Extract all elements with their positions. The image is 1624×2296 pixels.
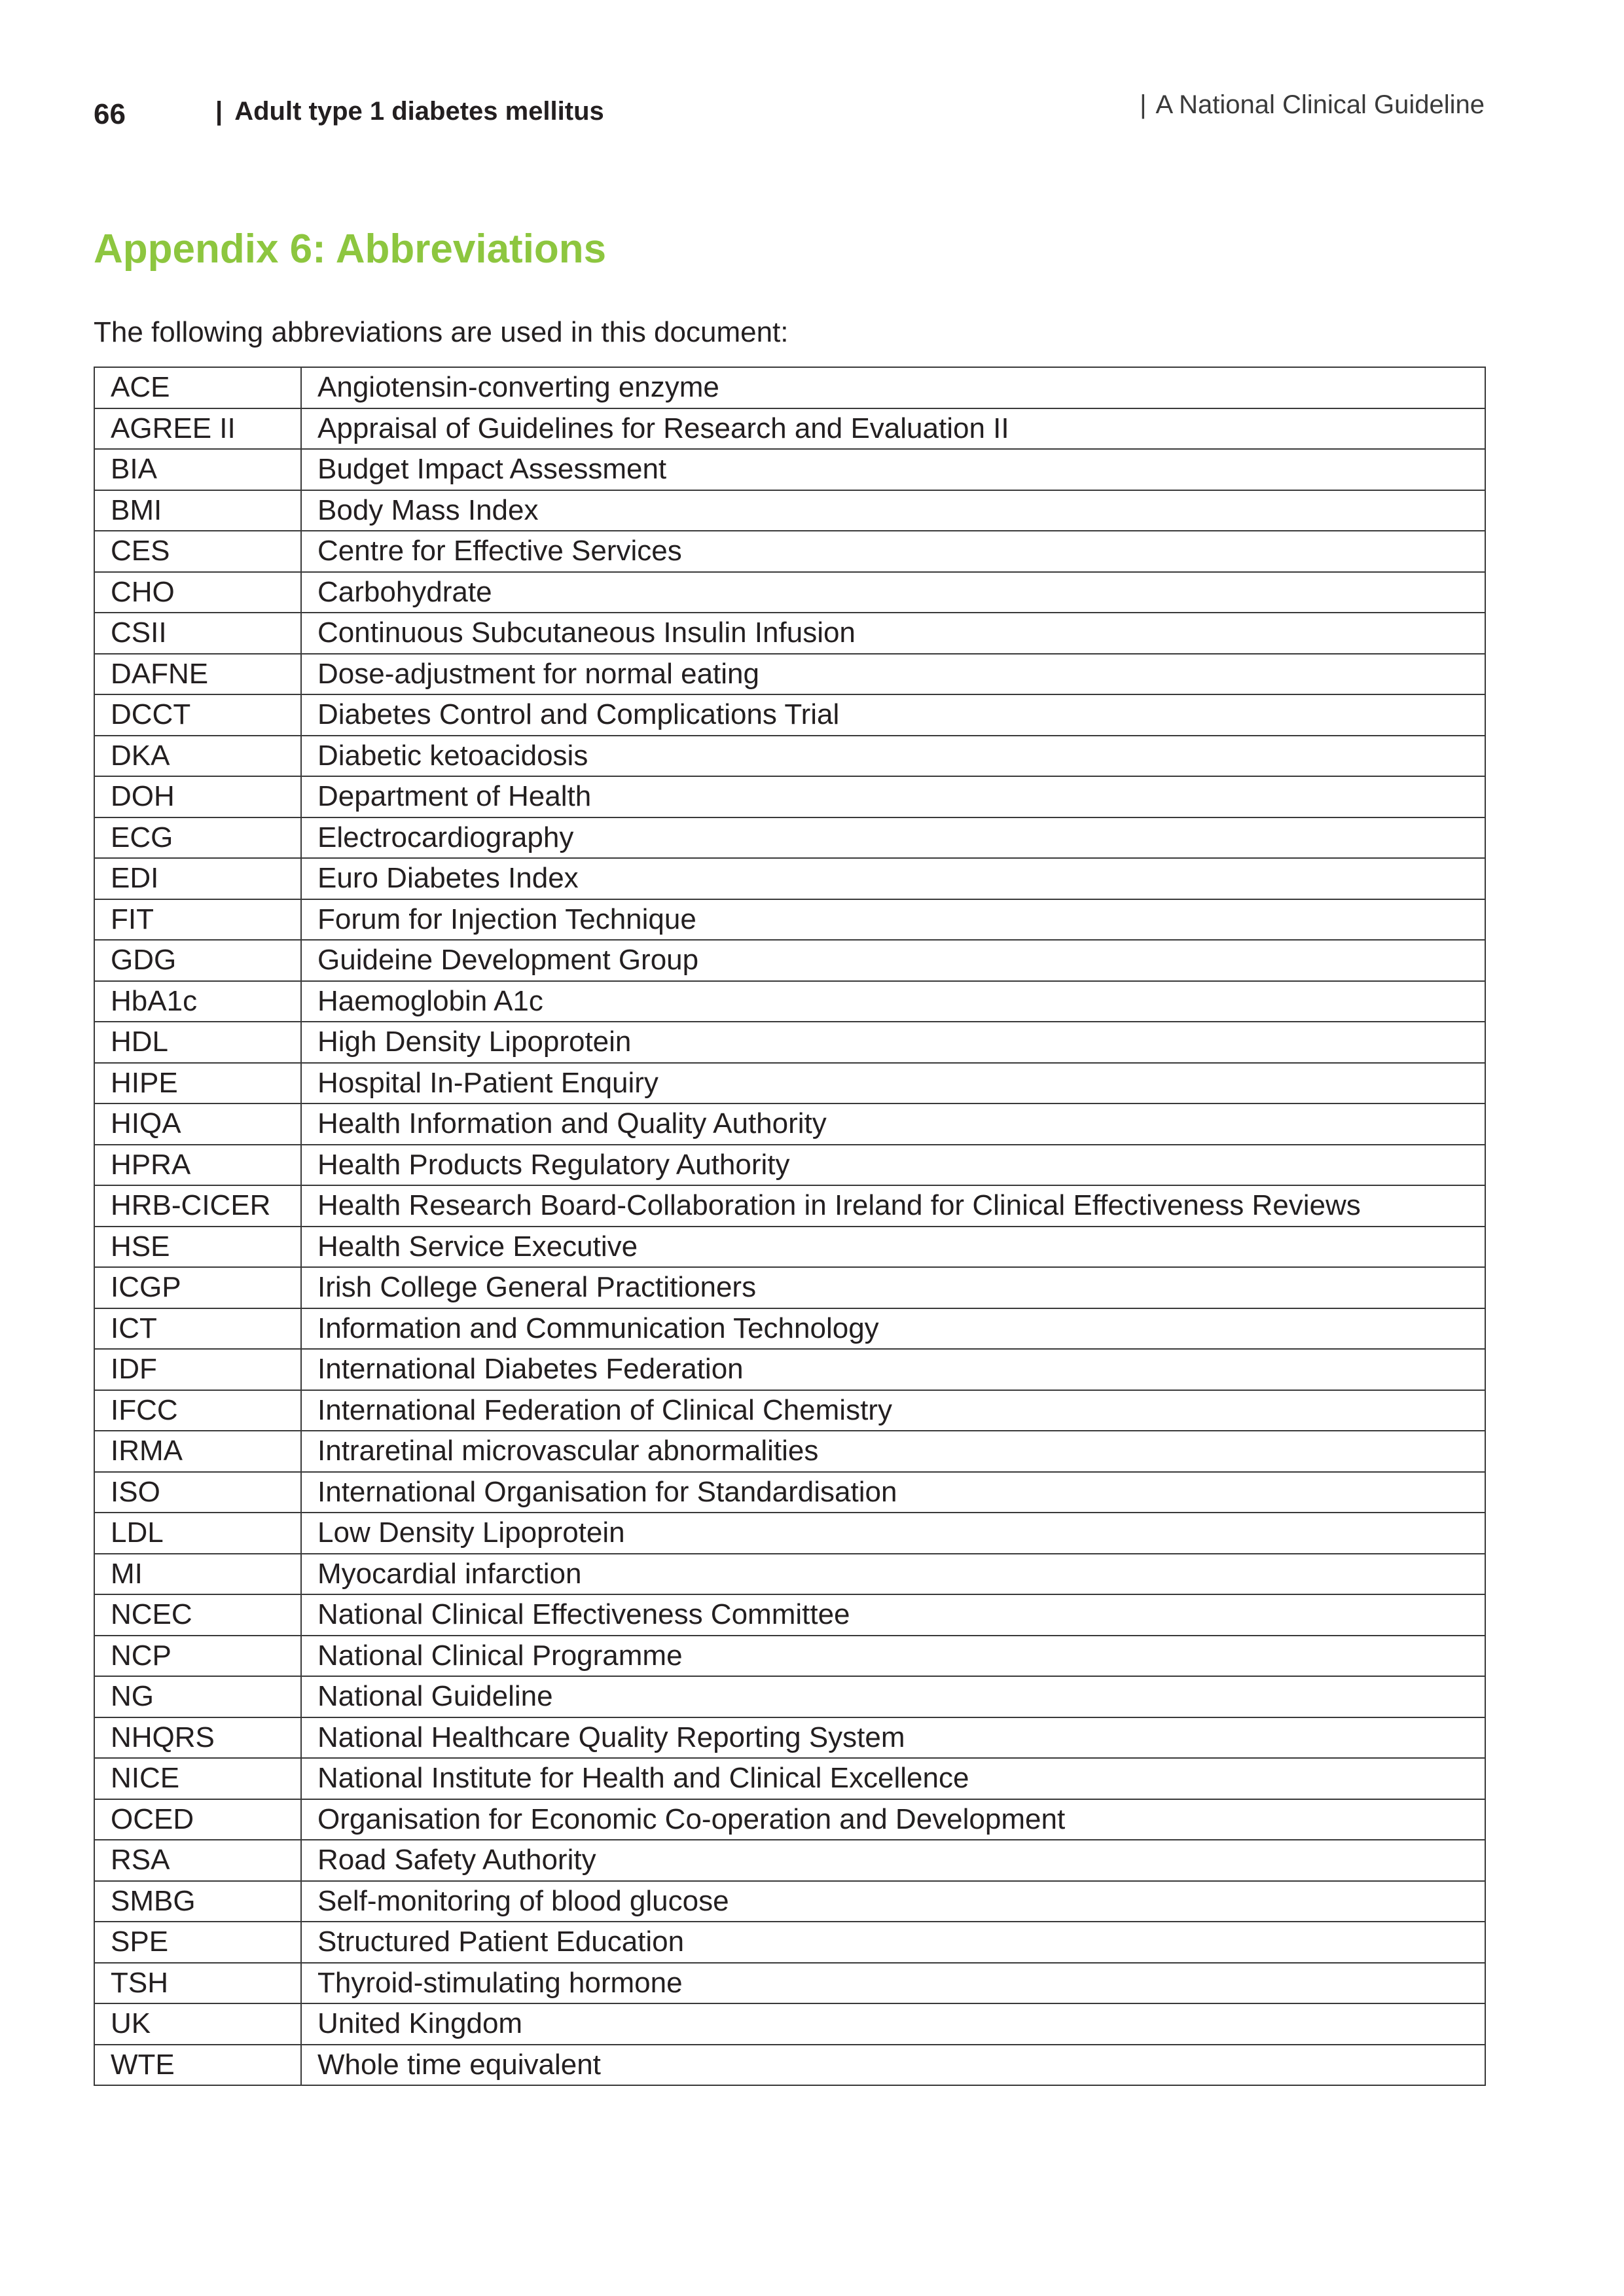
abbreviation-cell: SPE: [94, 1922, 301, 1963]
table-row: [94, 981, 1485, 1022]
table-row: [94, 1881, 1485, 1922]
abbreviation-cell: HbA1c: [94, 981, 301, 1022]
table-row: [94, 1513, 1485, 1554]
abbreviation-cell: BIA: [94, 449, 301, 490]
table-row: [94, 490, 1485, 531]
table-row: [94, 1390, 1485, 1431]
meaning-cell: Diabetic ketoacidosis: [301, 736, 1485, 777]
abbreviation-cell: NHQRS: [94, 1717, 301, 1759]
table-row: [94, 1227, 1485, 1268]
document-title: [215, 97, 604, 126]
table-row: [94, 1185, 1485, 1227]
meaning-cell: National Clinical Effectiveness Committee: [301, 1594, 1485, 1636]
abbreviation-cell: IFCC: [94, 1390, 301, 1431]
meaning-cell: Structured Patient Education: [301, 1922, 1485, 1963]
abbreviation-cell: FIT: [94, 899, 301, 941]
table-row: [94, 1431, 1485, 1472]
meaning-cell: Appraisal of Guidelines for Research and Evaluation II: [301, 408, 1485, 450]
meaning-cell: International Federation of Clinical Chemistry: [301, 1390, 1485, 1431]
meaning-cell: National Guideline: [301, 1676, 1485, 1717]
meaning-cell: Organisation for Economic Co-operation and Development: [301, 1799, 1485, 1840]
meaning-cell: Road Safety Authority: [301, 1840, 1485, 1881]
meaning-cell: Intraretinal microvascular abnormalities: [301, 1431, 1485, 1472]
abbreviation-cell: NG: [94, 1676, 301, 1717]
meaning-cell: Health Information and Quality Authority: [301, 1103, 1485, 1145]
table-row: [94, 1145, 1485, 1186]
abbreviation-cell: NICE: [94, 1758, 301, 1799]
abbreviation-cell: NCP: [94, 1636, 301, 1677]
abbreviation-cell: UK: [94, 2003, 301, 2045]
abbreviation-cell: ECG: [94, 817, 301, 859]
meaning-cell: Hospital In-Patient Enquiry: [301, 1063, 1485, 1104]
meaning-cell: Forum for Injection Technique: [301, 899, 1485, 941]
meaning-cell: Angiotensin-converting enzyme: [301, 367, 1485, 408]
table-row: [94, 1267, 1485, 1308]
abbreviation-cell: HSE: [94, 1227, 301, 1268]
meaning-cell: Low Density Lipoprotein: [301, 1513, 1485, 1554]
table-row: [94, 1636, 1485, 1677]
table-row: [94, 1349, 1485, 1390]
table-row: [94, 736, 1485, 777]
table-row: [94, 1308, 1485, 1350]
abbreviations-table-body: [94, 367, 1485, 2085]
table-row: [94, 531, 1485, 572]
page-header: [94, 90, 1485, 130]
abbreviation-cell: LDL: [94, 1513, 301, 1554]
table-row: [94, 817, 1485, 859]
abbreviation-cell: EDI: [94, 858, 301, 899]
abbreviation-cell: WTE: [94, 2045, 301, 2086]
appendix-heading: Appendix 6: Abbreviations: [94, 226, 607, 272]
abbreviation-cell: NCEC: [94, 1594, 301, 1636]
table-row: [94, 2003, 1485, 2045]
meaning-cell: Euro Diabetes Index: [301, 858, 1485, 899]
meaning-cell: National Clinical Programme: [301, 1636, 1485, 1677]
table-row: [94, 1963, 1485, 2004]
abbreviation-cell: GDG: [94, 940, 301, 981]
abbreviation-cell: DKA: [94, 736, 301, 777]
abbreviation-cell: DAFNE: [94, 654, 301, 695]
meaning-cell: Irish College General Practitioners: [301, 1267, 1485, 1308]
document-title-text: Adult type 1 diabetes mellitus: [234, 97, 604, 126]
table-row: [94, 1103, 1485, 1145]
table-row: [94, 1554, 1485, 1595]
intro-text: The following abbreviations are used in this document:: [94, 316, 789, 348]
meaning-cell: Self-monitoring of blood glucose: [301, 1881, 1485, 1922]
table-row: [94, 572, 1485, 613]
meaning-cell: Department of Health: [301, 776, 1485, 817]
meaning-cell: Health Products Regulatory Authority: [301, 1145, 1485, 1186]
abbreviation-cell: ICGP: [94, 1267, 301, 1308]
table-row: [94, 858, 1485, 899]
series-separator: |: [1140, 90, 1147, 119]
abbreviation-cell: RSA: [94, 1840, 301, 1881]
table-row: [94, 694, 1485, 736]
abbreviation-cell: HIQA: [94, 1103, 301, 1145]
table-row: [94, 1840, 1485, 1881]
abbreviation-cell: ACE: [94, 367, 301, 408]
abbreviation-cell: ISO: [94, 1472, 301, 1513]
abbreviation-cell: DOH: [94, 776, 301, 817]
table-row: [94, 367, 1485, 408]
table-row: [94, 1594, 1485, 1636]
meaning-cell: Information and Communication Technology: [301, 1308, 1485, 1350]
title-separator: |: [215, 97, 223, 126]
meaning-cell: Body Mass Index: [301, 490, 1485, 531]
meaning-cell: Centre for Effective Services: [301, 531, 1485, 572]
abbreviation-cell: AGREE II: [94, 408, 301, 450]
meaning-cell: Electrocardiography: [301, 817, 1485, 859]
abbreviation-cell: IDF: [94, 1349, 301, 1390]
table-row: [94, 2045, 1485, 2086]
table-row: [94, 899, 1485, 941]
meaning-cell: United Kingdom: [301, 2003, 1485, 2045]
meaning-cell: Whole time equivalent: [301, 2045, 1485, 2086]
table-row: [94, 1758, 1485, 1799]
meaning-cell: Dose-adjustment for normal eating: [301, 654, 1485, 695]
meaning-cell: Health Research Board-Collaboration in Ireland for Clinical Effectiveness Reviews: [301, 1185, 1485, 1227]
meaning-cell: Continuous Subcutaneous Insulin Infusion: [301, 613, 1485, 654]
table-row: [94, 1472, 1485, 1513]
table-row: [94, 1676, 1485, 1717]
abbreviation-cell: HRB-CICER: [94, 1185, 301, 1227]
meaning-cell: Thyroid-stimulating hormone: [301, 1963, 1485, 2004]
meaning-cell: Haemoglobin A1c: [301, 981, 1485, 1022]
table-row: [94, 776, 1485, 817]
abbreviation-cell: HDL: [94, 1022, 301, 1063]
table-row: [94, 1922, 1485, 1963]
abbreviation-cell: BMI: [94, 490, 301, 531]
abbreviation-cell: OCED: [94, 1799, 301, 1840]
table-row: [94, 449, 1485, 490]
abbreviation-cell: HPRA: [94, 1145, 301, 1186]
table-row: [94, 1022, 1485, 1063]
abbreviation-cell: HIPE: [94, 1063, 301, 1104]
meaning-cell: International Organisation for Standardisation: [301, 1472, 1485, 1513]
meaning-cell: Carbohydrate: [301, 572, 1485, 613]
abbreviation-cell: DCCT: [94, 694, 301, 736]
meaning-cell: Budget Impact Assessment: [301, 449, 1485, 490]
meaning-cell: Myocardial infarction: [301, 1554, 1485, 1595]
table-row: [94, 1717, 1485, 1759]
meaning-cell: Diabetes Control and Complications Trial: [301, 694, 1485, 736]
meaning-cell: Health Service Executive: [301, 1227, 1485, 1268]
meaning-cell: International Diabetes Federation: [301, 1349, 1485, 1390]
table-row: [94, 654, 1485, 695]
abbreviation-cell: CSII: [94, 613, 301, 654]
abbreviation-cell: MI: [94, 1554, 301, 1595]
meaning-cell: High Density Lipoprotein: [301, 1022, 1485, 1063]
abbreviation-cell: TSH: [94, 1963, 301, 2004]
table-row: [94, 613, 1485, 654]
table-row: [94, 408, 1485, 450]
table-row: [94, 940, 1485, 981]
abbreviation-cell: SMBG: [94, 1881, 301, 1922]
abbreviation-cell: ICT: [94, 1308, 301, 1350]
series-title: [1140, 90, 1485, 120]
meaning-cell: Guideine Development Group: [301, 940, 1485, 981]
abbreviation-cell: CES: [94, 531, 301, 572]
table-row: [94, 1799, 1485, 1840]
table-row: [94, 1063, 1485, 1104]
meaning-cell: National Institute for Health and Clinical Excellence: [301, 1758, 1485, 1799]
series-title-text: A National Clinical Guideline: [1155, 90, 1485, 119]
meaning-cell: National Healthcare Quality Reporting System: [301, 1717, 1485, 1759]
abbreviation-cell: IRMA: [94, 1431, 301, 1472]
page-number: 66: [94, 98, 126, 130]
abbreviations-table: [94, 367, 1486, 2086]
abbreviation-cell: CHO: [94, 572, 301, 613]
